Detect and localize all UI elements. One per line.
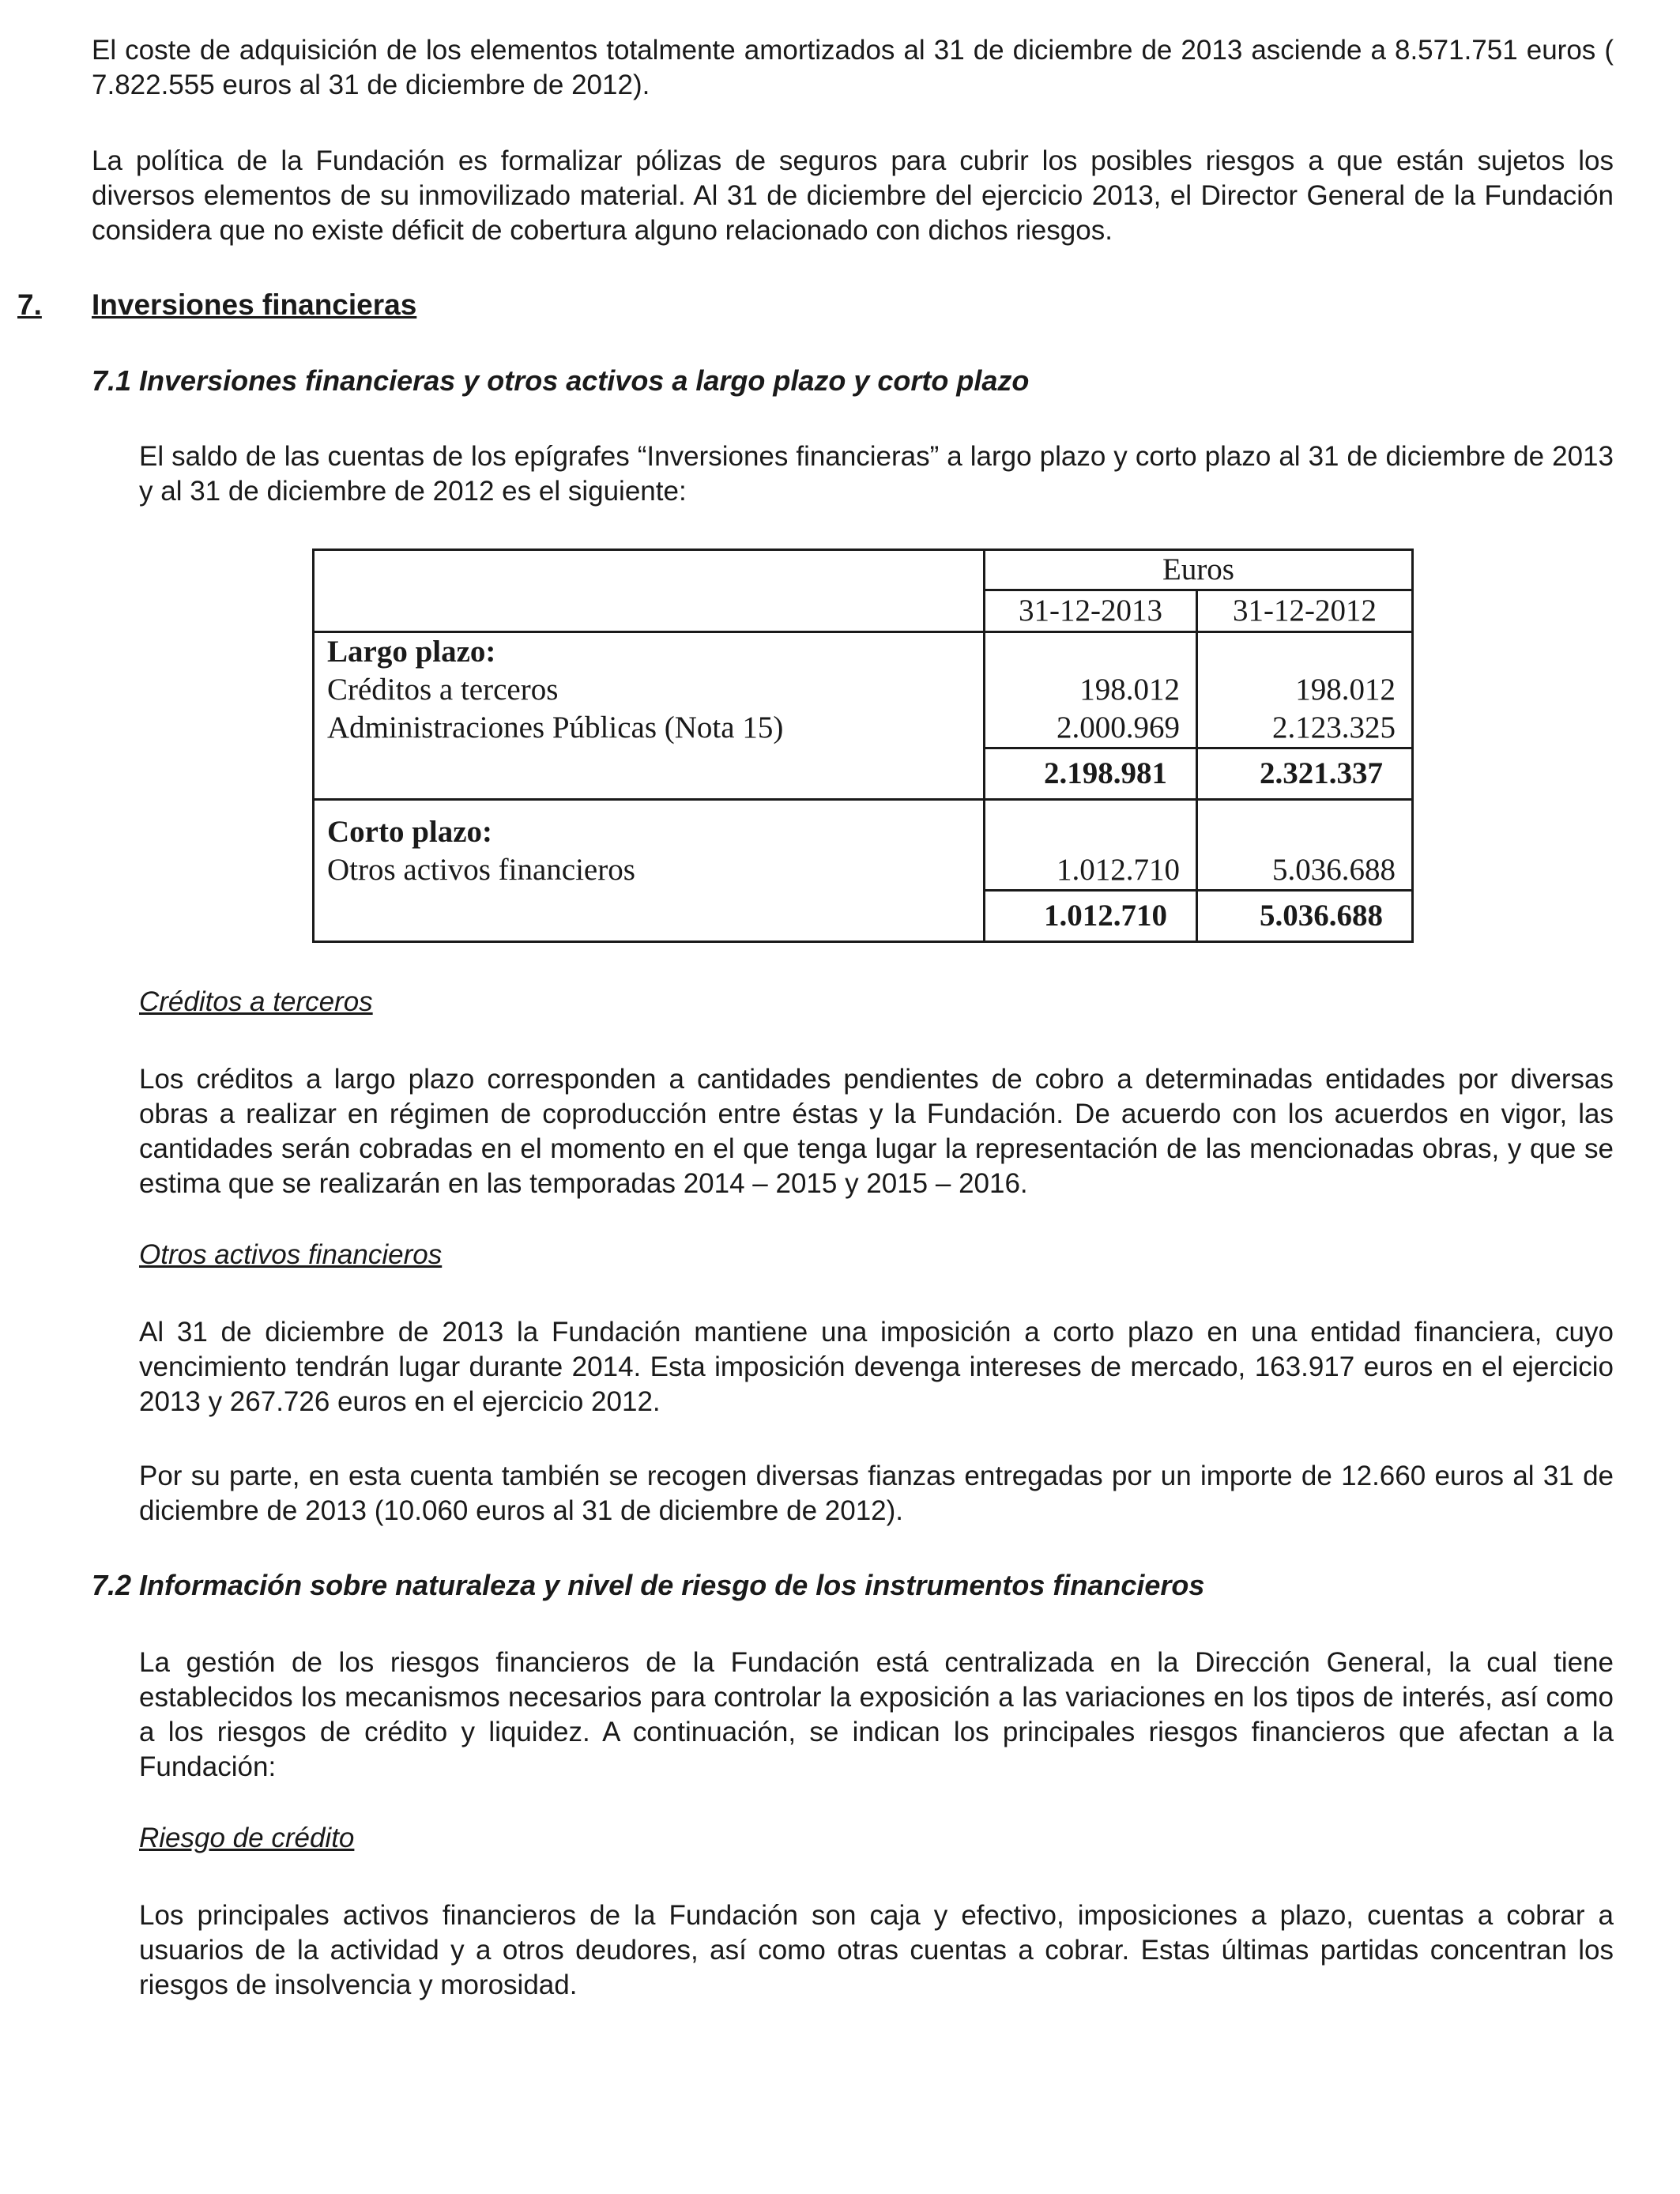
financial-investments-table <box>312 548 1414 943</box>
table-corto-values-2013 <box>985 800 1197 891</box>
section-title: Inversiones financieras <box>92 288 417 321</box>
subsection-heading-7-1: 7.1 Inversiones financieras y otros activos a largo plazo y corto plazo <box>92 364 1030 397</box>
paragraph-gestion-riesgos: La gestión de los riesgos financieros de la Fundación está centralizada en la Dirección General, la cual tiene establecidos los mecanismos necesarios para controlar la exposición a las variaciones en los tipos de interés, así como a los riesgos de crédito y liquidez. A continuación, se indican los principales riesgos financieros que afectan a la Fundación: <box>139 1647 1614 1782</box>
table-section-largo-plazo: Largo plazo: <box>327 635 496 669</box>
table-header-2013: 31-12-2013 <box>985 590 1197 632</box>
paragraph-fianzas: Por su parte, en esta cuenta también se recogen diversas fianzas entregadas por un importe de 12.660 euros al 31 de diciembre de 2013 (10.060 euros al 31 de diciembre de 2012). <box>139 1461 1614 1526</box>
paragraph-saldo: El saldo de las cuentas de los epígrafes “Inversiones financieras” a largo plazo y corto plazo al 31 de diciembre de 2013 y al 31 de diciembre de 2012 es el siguiente: <box>139 441 1614 507</box>
section-heading <box>17 286 416 324</box>
table-largo-labels <box>314 632 985 800</box>
table-cell-value: 198.012 <box>1295 673 1396 707</box>
table-cell-value: 1.012.710 <box>1057 853 1180 887</box>
table-row-label: Otros activos financieros <box>327 853 635 887</box>
table-largo-values-2013 <box>985 632 1197 748</box>
table-corto-values-2012 <box>1197 800 1413 891</box>
table-header-currency: Euros <box>985 550 1413 590</box>
paragraph-imposicion: Al 31 de diciembre de 2013 la Fundación mantiene una imposición a corto plazo en una entidad financiera, cuyo vencimiento tendrán lugar durante 2014. Esta imposición devenga intereses de mercado, 163.917 euros en el ejercicio 2013 y 267.726 euros en el ejercicio 2012. <box>139 1317 1614 1417</box>
subheading-creditos-terceros: Créditos a terceros <box>139 986 373 1017</box>
table-header-2012: 31-12-2012 <box>1197 590 1413 632</box>
table-header-empty <box>314 550 985 632</box>
paragraph-riesgo-credito: Los principales activos financieros de la Fundación son caja y efectivo, imposiciones a plazo, cuentas a cobrar a usuarios de la actividad y a otros deudores, así como otras cuentas a cobrar. Estas últimas partidas concentran los riesgos de insolvencia y morosidad. <box>139 1900 1614 2000</box>
paragraph-creditos: Los créditos a largo plazo corresponden a cantidades pendientes de cobro a determinadas entidades por diversas obras a realizar en régimen de coproducción entre éstas y la Fundación. De acuerdo con los acuerdos en vigor, las cantidades serán cobradas en el momento en el que tenga lugar la representación de las mencionadas obras, y que se estima que se realizarán en las temporadas 2014 – 2015 y 2015 – 2016. <box>139 1064 1614 1199</box>
table-total-largo-2012: 2.321.337 <box>1197 748 1413 800</box>
table-total-corto-2013: 1.012.710 <box>985 891 1197 942</box>
table-row-label: Administraciones Públicas (Nota 15) <box>327 711 784 745</box>
subheading-riesgo-credito: Riesgo de crédito <box>139 1823 355 1853</box>
paragraph-amortizados: El coste de adquisición de los elementos totalmente amortizados al 31 de diciembre de 2013 asciende a 8.571.751 euros ( 7.822.555 euros al 31 de diciembre de 2012). <box>92 35 1614 100</box>
subsection-heading-7-2: 7.2 Información sobre naturaleza y nivel de riesgo de los instrumentos financieros <box>92 1569 1205 1601</box>
table-cell-value: 198.012 <box>1079 673 1180 707</box>
table-cell-value: 2.000.969 <box>1057 711 1180 745</box>
table-largo-values-2012 <box>1197 632 1413 748</box>
section-number: 7. <box>17 288 42 321</box>
table-row-label: Créditos a terceros <box>327 673 559 707</box>
table-total-corto-2012: 5.036.688 <box>1197 891 1413 942</box>
table-cell-value: 2.123.325 <box>1272 711 1396 745</box>
paragraph-seguros: La política de la Fundación es formalizar pólizas de seguros para cubrir los posibles riesgos a que están sujetos los diversos elementos de su inmovilizado material. Al 31 de diciembre del ejercicio 2013, el Director General de la Fundación considera que no existe déficit de cobertura alguno relacionado con dichos riesgos. <box>92 145 1614 246</box>
table-section-corto-plazo: Corto plazo: <box>327 815 493 849</box>
subheading-otros-activos: Otros activos financieros <box>139 1239 443 1270</box>
table-cell-value: 5.036.688 <box>1272 853 1396 887</box>
table-corto-labels <box>314 800 985 942</box>
table-total-largo-2013: 2.198.981 <box>985 748 1197 800</box>
